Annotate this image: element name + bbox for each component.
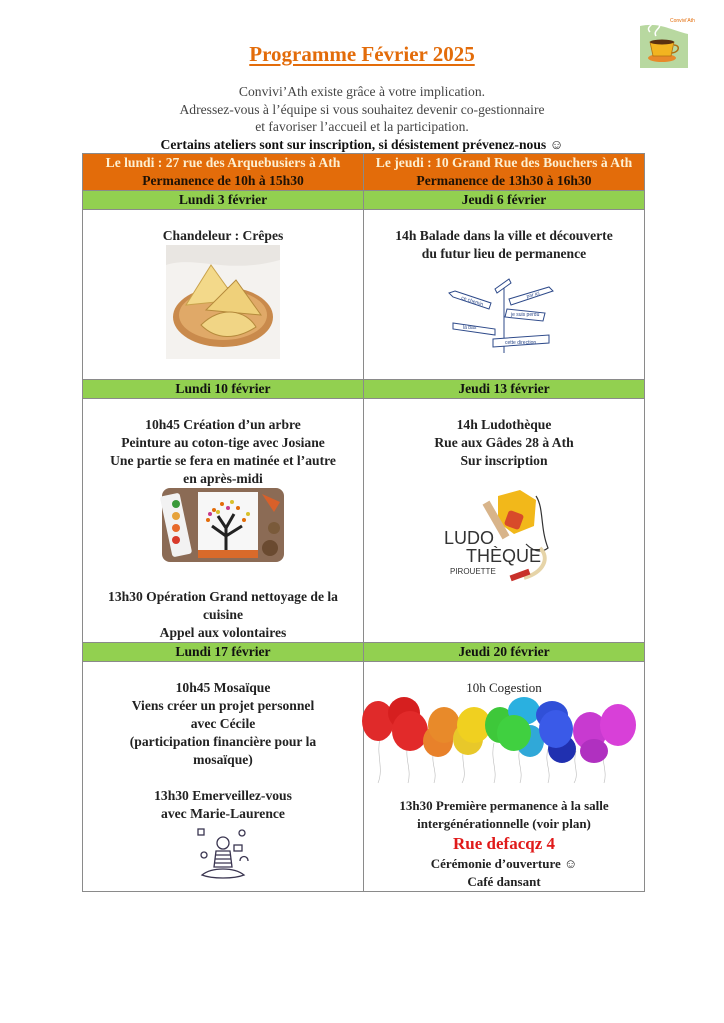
ludo-text: LUDO [444, 528, 495, 548]
signpost-illustration [449, 279, 559, 353]
activity-line: 14h Ludothèque [456, 417, 552, 432]
activity-line: Sur inscription [460, 453, 548, 468]
monday-activity [83, 399, 364, 643]
activity-line: (participation financière pour la [129, 734, 317, 749]
svg-text:cette direction: cette direction [505, 340, 537, 346]
activity-line: 13h30 Première permanence à la salle [399, 798, 609, 813]
monday-location-header [83, 154, 364, 191]
monday-date: Lundi 17 février [83, 643, 364, 662]
activity-line: Peinture au coton-tige avec Josiane [121, 435, 325, 450]
intro-line: Adressez-vous à l’équipe si vous souhaitez devenir co-gestionnaire [179, 101, 545, 117]
activity-line: avec Marie-Laurence [161, 806, 285, 821]
intro-line: Convivi’Ath existe grâce à votre implication. [238, 84, 486, 99]
location-header-row [83, 154, 645, 191]
ludotheque-logo [440, 488, 568, 588]
svg-text:Convivi'Ath: Convivi'Ath [670, 18, 695, 24]
monday-date: Lundi 10 février [83, 380, 364, 399]
activity-line: 13h30 Opération Grand nettoyage de la [108, 589, 338, 604]
thursday-activity [364, 662, 645, 892]
activity-line: 10h45 Création d’un arbre [145, 417, 301, 432]
tree-painting-photo [162, 488, 284, 562]
balloons-photo [364, 699, 634, 783]
svg-text:je suis perdu: je suis perdu [511, 312, 540, 318]
activity-line: Viens créer un projet personnel [131, 698, 315, 713]
thursday-hours: Permanence de 13h30 à 16h30 [416, 173, 592, 188]
svg-text:là bas: là bas [463, 325, 477, 331]
thursday-date: Jeudi 13 février [364, 380, 645, 399]
thursday-date: Jeudi 6 février [364, 191, 645, 210]
page-title: Programme Février 2025 [249, 42, 475, 66]
crepes-photo [166, 245, 280, 359]
date-row [83, 191, 645, 210]
program-table [82, 153, 645, 892]
monday-date: Lundi 3 février [83, 191, 364, 210]
activity-row [83, 399, 645, 643]
activity-line: 13h30 Emerveillez-vous [154, 788, 292, 803]
activity-line: Rue aux Gâdes 28 à Ath [434, 435, 574, 450]
activity-line: Chandeleur : Crêpes [162, 228, 284, 243]
activity-line: 14h Balade dans la ville et découverte [395, 228, 613, 243]
activity-row [83, 662, 645, 892]
theque-text: THÈQUE [466, 546, 542, 566]
activity-row [83, 210, 645, 380]
activity-line: Une partie se fera en matinée et l’autre [110, 453, 336, 468]
activity-line: mosaïque) [193, 752, 253, 767]
activity-line: Appel aux volontaires [159, 625, 287, 640]
thursday-location-header [364, 154, 645, 191]
activity-line: en après-midi [183, 471, 263, 486]
date-row [83, 380, 645, 399]
thursday-activity [364, 399, 645, 643]
monday-activity [83, 662, 364, 892]
address-highlight: Rue defacqz 4 [453, 834, 555, 853]
thursday-date: Jeudi 20 février [364, 643, 645, 662]
svg-text:par ici: par ici [525, 290, 541, 300]
date-row [83, 643, 645, 662]
activity-line: Cérémonie d’ouverture ☺ [430, 856, 578, 871]
intro-text [0, 83, 724, 153]
pirouette-text: PIROUETTE [450, 567, 496, 576]
thursday-address: Le jeudi : 10 Grand Rue des Bouchers à Ath [375, 155, 633, 170]
activity-line: avec Cécile [190, 716, 256, 731]
monday-activity [83, 210, 364, 380]
monday-hours: Permanence de 10h à 15h30 [142, 173, 304, 188]
activity-line: cuisine [202, 607, 244, 622]
meditation-illustration [194, 825, 252, 881]
registration-notice: Certains ateliers sont sur inscription, si désistement prévenez-nous ☺ [160, 136, 564, 152]
monday-address: Le lundi : 27 rue des Arquebusiers à Ath [105, 155, 341, 170]
activity-line: du futur lieu de permanence [421, 246, 587, 261]
cogestion-line: 10h Cogestion [466, 680, 542, 695]
activity-line: intergénérationnelle (voir plan) [417, 816, 591, 831]
activity-line: Café dansant [467, 874, 541, 889]
thursday-activity [364, 210, 645, 380]
svg-text:ce chemin: ce chemin [460, 295, 484, 308]
activity-line: 10h45 Mosaïque [175, 680, 271, 695]
intro-line: et favoriser l’accueil et la participation. [255, 119, 469, 134]
